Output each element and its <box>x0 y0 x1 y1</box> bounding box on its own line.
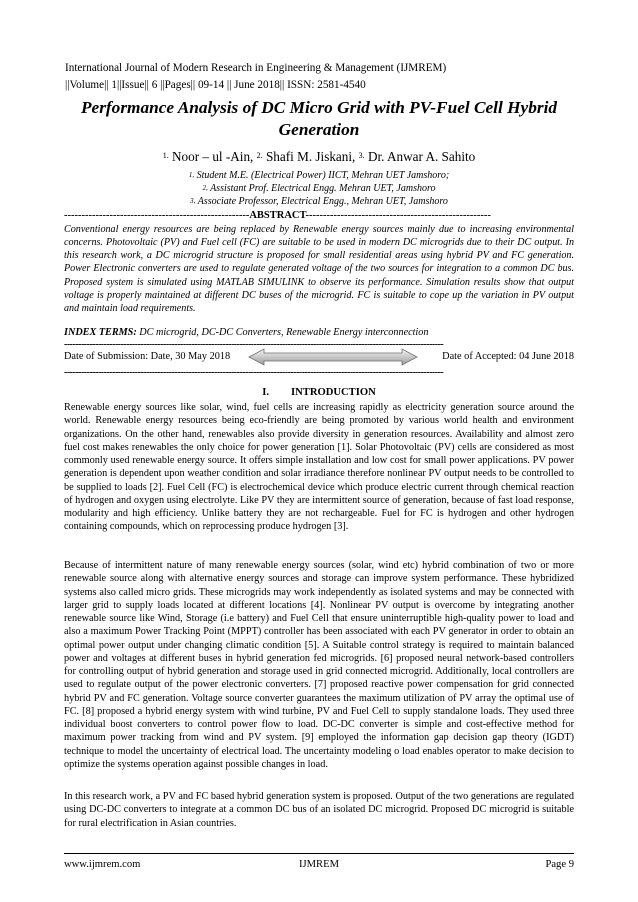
author-line <box>70 148 568 165</box>
author-2-sup: 2. <box>256 151 263 160</box>
footer-journal: IJMREM <box>298 859 340 870</box>
accepted-date: Date of Accepted: 04 June 2018 <box>442 351 574 362</box>
paragraph-2: Because of intermittent nature of many renewable energy sources (solar, wind etc) hybrid combination of two or more renewable source along with alternative energy sources and storage can improve system performance. These hybridized systems also called micro grids. These microgrids may work independently as isolated systems and may be connected with larger grid to supply loads located at different locations [4]. Nonlinear PV output is overcome by integrating another renewable source like Wind, Storage (i.e battery) and Fuel Cell that ensure uninterruptible high-quality power to load and also a maximum Power Tracking Point (MPPT) controller has been associated with each PV generator in order to obtain an optimal power output under changing climatic condition [5]. A Suitable control strategy is required to maintain balanced power and voltages at different buses in hybrid generation fed microgrids. [6] proposed neural network-based controllers for controlling output of hybrid generation and storage used in grid connected microgrid. Additionally, local controllers are used to regulate output of the power electronic converters. [7] proposed reactive power compensation for grid connected hybrid PV and FC generation. Voltage source converter guarantees the maximum utilization of PV array the optimal use of FC. [8] proposed a hybrid energy system with wind turbine, PV and Fuel Cell to supply standalone loads. They used three individual boost converters to control power flow to load. DC-DC converter is simple and cost-effective method for maximum power tracking from wind and PV system. [9] employed the information gap decision gap theory (IGDT) technique to model the uncertainty of electrical load. The uncertainty modeling o load enables operator to make decision to optimize the systems operation against possible changes in load. <box>64 560 574 770</box>
index-terms <box>64 326 574 339</box>
footer-rule <box>64 853 574 854</box>
separator-top: -------------------------------------------------------------------------------------------------------------------------------------- <box>64 340 444 350</box>
author-2: Shafi M. Jiskani, <box>265 149 356 164</box>
author-1-sup: 1. <box>162 151 169 160</box>
footer-website: www.ijmrem.com <box>64 859 141 870</box>
dates-row <box>64 348 574 366</box>
page-footer <box>64 858 574 872</box>
section-heading <box>64 386 574 399</box>
paragraph-3: In this research work, a PV and FC based hybrid generation system is proposed. Output of the two generations are regulated using DC-DC converters to integrate at a common DC bus of an isolated DC microgrid. Proposed DC microgrid is suitable for rural electrification in Asian countries. <box>64 791 574 829</box>
author-3: Dr. Anwar A. Sahito <box>367 149 476 164</box>
journal-header <box>65 60 446 94</box>
index-terms-text: DC microgrid, DC-DC Converters, Renewable Energy interconnection <box>139 327 429 338</box>
separator-bottom: -------------------------------------------------------------------------------------------------------------------------------------- <box>64 368 444 378</box>
author-1: Noor – ul -Ain, <box>172 149 254 164</box>
index-terms-label: INDEX TERMS: <box>64 327 137 338</box>
abstract-heading: -----------------------------------------------------ABSTRACT----------------------------------------------------- <box>64 210 491 221</box>
journal-issue: ||Volume|| 1||Issue|| 6 ||Pages|| 09-14 || June 2018|| ISSN: 2581-4540 <box>65 79 366 91</box>
submission-date: Date of Submission: Date, 30 May 2018 <box>64 351 231 362</box>
author-3-sup: 3. <box>358 151 365 160</box>
abstract-text: Conventional energy resources are being replaced by Renewable energy sources mainly due to increasing environmental concerns. Photovoltaic (PV) and Fuel cell (FC) are suitable to be used in modern DC microgrids due to their DC output. In this research work, a DC microgrid structure is proposed for small residential areas using hybrid PV and FC generation. Power Electronic converters are used to regulate generated voltage of the two sources for integration to a common DC bus. Proposed system is simulated using MATLAB SIMULINK to observe its performance. Simulation results show that output voltage is properly maintained at different DC buses of the microgrid. FC is suitable to cope up the variation in PV output and maintain load requirements. <box>64 224 574 314</box>
paragraph-1: Renewable energy sources like solar, wind, fuel cells are increasing rapidly as electricity generation source around the world. Renewable energy resources being eco-friendly are being promoted by various world health and environment organizations. On the other hand, renewables also provide diversity in generation resources. Availability and almost zero fuel cost makes renewables the only choice for power generation [1]. Solar Photovoltaic (PV) cells are considered as most commonly used renewable energy source. It offers simple installation and low cost for small power applications. PV power generation is dependent upon weather condition and solar irradiance therefore nonlinear PV output needs to be controlled to be supplied to loads [2]. Fuel Cell (FC) is electrochemical device which produce electric current through chemical reaction of hydrogen and oxygen using electrolyte. Like PV they are intermittent source of generation, because of fast load response, modularity and high efficiency. Unlike battery they are not rechargeable. Fuel for FC is hydrogen and other hydrogen containing compounds, which on reprocessing produce hydrogen [3]. <box>64 402 574 533</box>
journal-name: International Journal of Modern Research in Engineering & Management (IJMREM) <box>65 62 447 74</box>
section-number: I. <box>262 387 269 398</box>
footer-page-number: Page 9 <box>545 859 574 870</box>
affiliation-3: $^{3,}$ Associate Professor, Electrical Engg., Mehran UET, Jamshoro <box>190 196 448 207</box>
affiliation-1: $^{1,}$ Student M.E. (Electrical Power) IICT, Mehran UET Jamshoro; <box>188 170 450 181</box>
section-title: INTRODUCTION <box>291 387 376 398</box>
affiliation-2: $^{2,}$ Assistant Prof. Electrical Engg. Mehran UET, Jamshoro <box>202 183 436 194</box>
paper-title: Performance Analysis of DC Micro Grid with PV-Fuel Cell Hybrid Generation <box>80 98 558 139</box>
double-arrow-icon <box>248 348 418 366</box>
